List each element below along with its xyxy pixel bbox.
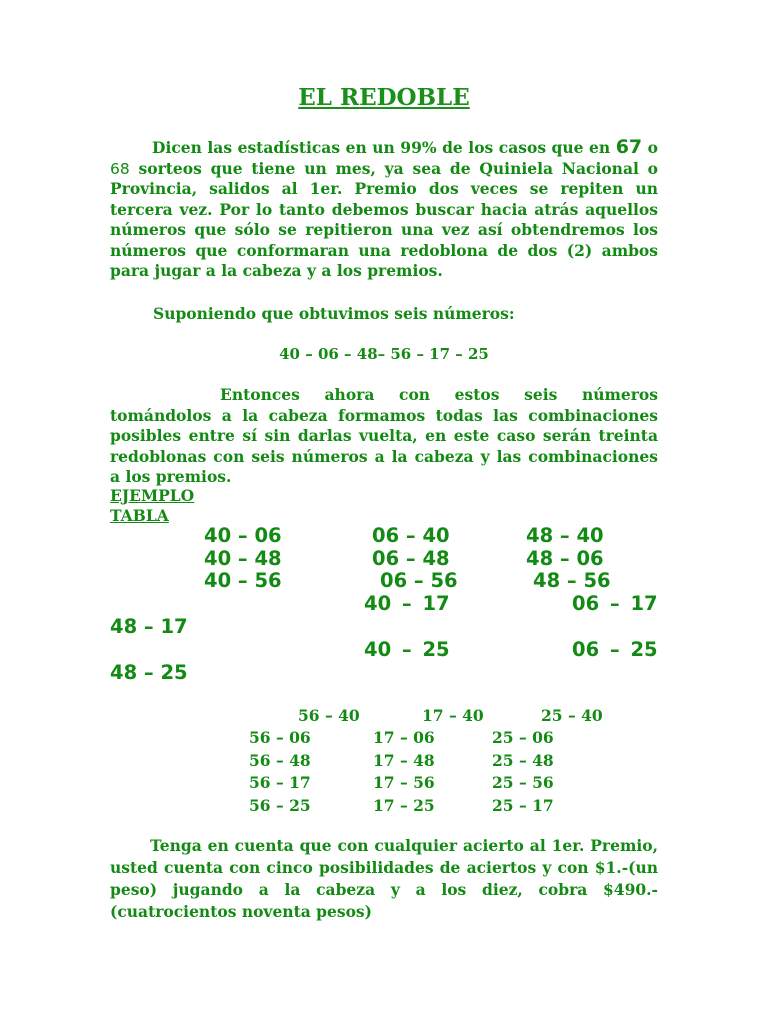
pair-cell: 56 – 48 bbox=[249, 751, 311, 770]
pair-cell: 40 – 17 bbox=[364, 592, 450, 615]
pair-cell: 17 – 56 bbox=[373, 773, 435, 792]
intro-number-67: 67 bbox=[615, 136, 643, 158]
tabla-label: TABLA bbox=[110, 506, 169, 525]
pair-cell: 56 – 25 bbox=[249, 796, 311, 815]
pair-cell: 17 – 48 bbox=[373, 751, 435, 770]
pair-cell: 56 – 17 bbox=[249, 773, 311, 792]
intro-paragraph bbox=[110, 137, 658, 282]
pair-cell: 06 – 40 bbox=[372, 524, 450, 547]
intro-text-rest: sorteos que tiene un mes, ya sea de Quiniela Nacional o Provincia, salidos al 1er. Premio dos veces se repiten un tercera vez. Por lo tanto debemos buscar hacia atrás aquellos números que sólo se repitieron una vez así obtendremos los números que conformaran una redoblona de dos (2) ambos para jugar a la cabeza y a los premios. bbox=[110, 158, 658, 280]
pair-cell: 40 – 06 bbox=[204, 524, 282, 547]
pair-cell: 48 – 25 bbox=[110, 661, 188, 684]
intro-text-start: Dicen las estadísticas en un 99% de los casos que en bbox=[152, 138, 616, 157]
pair-cell: 06 – 17 bbox=[572, 592, 658, 615]
pair-cell: 48 – 40 bbox=[526, 524, 604, 547]
intro-number-68: 68 bbox=[110, 159, 130, 178]
intro-text-o: o bbox=[642, 138, 658, 157]
suppose-line: Suponiendo que obtuvimos seis números: bbox=[153, 304, 515, 323]
pair-cell: 56 – 40 bbox=[298, 706, 360, 725]
ejemplo-label: EJEMPLO bbox=[110, 486, 195, 505]
explanation-paragraph: Entonces ahora con estos seis números tomándolos a la cabeza formamos todas las combinaciones posibles entre sí sin darlas vuelta, en este caso serán treinta redoblonas con seis números a la cabeza y las combinaciones a los premios. bbox=[110, 385, 658, 486]
pair-cell: 17 – 40 bbox=[422, 706, 484, 725]
pair-cell: 06 – 56 bbox=[380, 569, 458, 592]
pair-cell: 48 – 06 bbox=[526, 547, 604, 570]
pair-cell: 40 – 56 bbox=[204, 569, 282, 592]
pair-cell: 25 – 06 bbox=[492, 728, 554, 747]
pair-cell: 48 – 56 bbox=[533, 569, 611, 592]
pair-cell: 40 – 48 bbox=[204, 547, 282, 570]
pair-cell: 25 – 40 bbox=[541, 706, 603, 725]
pair-cell: 56 – 06 bbox=[249, 728, 311, 747]
closing-paragraph: Tenga en cuenta que con cualquier acierto al 1er. Premio, usted cuenta con cinco posibilidades de aciertos y con $1.-(un peso) jugando a la cabeza y a los diez, cobra $490.-(cuatrocientos noventa pesos) bbox=[110, 836, 658, 921]
pair-cell: 06 – 48 bbox=[372, 547, 450, 570]
pair-cell: 48 – 17 bbox=[110, 615, 188, 638]
pair-cell: 25 – 48 bbox=[492, 751, 554, 770]
document-title: EL REDOBLE bbox=[298, 84, 470, 111]
pair-cell: 40 – 25 bbox=[364, 638, 450, 661]
pair-cell: 17 – 06 bbox=[373, 728, 435, 747]
number-sequence: 40 – 06 – 48– 56 – 17 – 25 bbox=[279, 345, 489, 363]
pair-cell: 17 – 25 bbox=[373, 796, 435, 815]
pair-cell: 25 – 17 bbox=[492, 796, 554, 815]
pair-cell: 06 – 25 bbox=[572, 638, 658, 661]
pair-cell: 25 – 56 bbox=[492, 773, 554, 792]
